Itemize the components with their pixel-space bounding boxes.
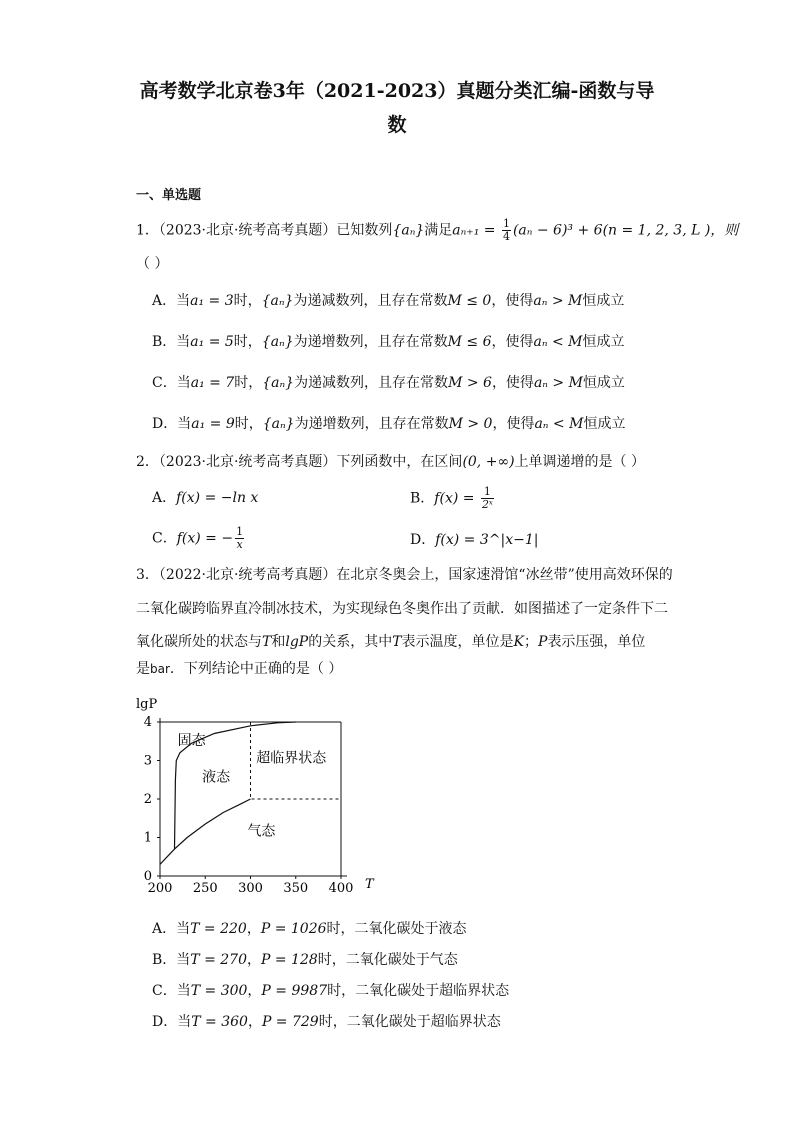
q1-option-c-ineq: aₙ > M: [533, 375, 583, 391]
q2-option-b-num: 1: [481, 486, 494, 499]
q1-seq: {aₙ}: [392, 222, 425, 239]
q1-option-d-m: M > 0: [448, 416, 493, 432]
y-axis-label: lgP: [136, 697, 158, 712]
q3-line4b: ．下列结论中正确的是（ ）: [169, 661, 343, 677]
q1-option-c-text3: ，使得: [491, 375, 534, 391]
q2-option-c-num: 1: [236, 525, 244, 538]
q3-option-a-T: T = 220: [190, 921, 247, 937]
q1-option-d: [152, 414, 625, 434]
q1-blank: （ ）: [136, 256, 169, 272]
q2-option-a: [152, 488, 258, 508]
q1-formula: aₙ₊₁ =: [452, 222, 500, 239]
q3-option-c-label: C．当: [152, 983, 191, 999]
q1-option-c-label: C．当: [152, 375, 191, 391]
q2-option-c: [152, 526, 246, 551]
q1-option-b-label: B．当: [152, 334, 191, 350]
q2-option-c-den: x: [236, 538, 243, 551]
q2-interval: (0, +∞): [462, 454, 515, 470]
x-tick-label: 300: [238, 881, 263, 896]
q1-option-b-seq: {aₙ}: [261, 334, 294, 350]
q2-option-b-lhs: f(x) =: [434, 490, 479, 507]
q3-line3-P: P: [538, 634, 548, 650]
q1-option-d-seq: {aₙ}: [262, 416, 295, 432]
y-tick-label: 3: [143, 753, 152, 769]
q1-option-d-label: D．当: [152, 416, 192, 432]
x-tick-label: 250: [192, 881, 218, 896]
q1-option-c-text1: 时，: [234, 375, 263, 391]
q3-line-4: [136, 659, 342, 679]
q1-option-b-text4: 恒成立: [582, 334, 625, 350]
q1-option-c-seq: {aₙ}: [262, 375, 295, 391]
q1-frac-den: 4: [502, 230, 510, 243]
q3-line4a: 是: [136, 661, 150, 677]
q3-line-3: [136, 632, 645, 652]
y-tick-label: 2: [143, 792, 152, 807]
q1-formula-rest: (aₙ − 6)³ + 6(n = 1, 2, 3, L )，则: [512, 222, 739, 239]
page-title-line-2: 数: [387, 114, 407, 136]
page-title-line-1: 高考数学北京卷3年（2021-2023）真题分类汇编-函数与导: [139, 80, 655, 102]
q3-option-a-P: P = 1026: [260, 921, 327, 937]
x-tick-label: 200: [147, 881, 173, 896]
x-tick-label: 400: [328, 881, 354, 896]
q1-option-d-cond: a₁ = 9: [191, 416, 235, 432]
q1-option-a-text1: 时，: [233, 293, 262, 309]
q3-option-d-T: T = 360: [191, 1014, 248, 1030]
q2-option-d: [410, 530, 538, 550]
q3-line3-T2: T: [392, 634, 402, 650]
q3-line3-lgP: lgP: [285, 634, 309, 650]
region-label: 固态: [177, 733, 206, 750]
q1-option-c: [152, 373, 625, 393]
q3-option-c-text: 时，二氧化碳处于超临界状态: [327, 983, 510, 999]
q2-option-a-label: A．: [152, 490, 177, 506]
y-tick-label: 0: [143, 869, 152, 884]
series-liquid-gas-boundary: [160, 799, 251, 864]
q1-option-d-text1: 时，: [234, 416, 263, 432]
q1-prefix: 1．（2023·北京·统考高考真题）已知数列: [136, 222, 393, 239]
q2-option-d-expr: f(x) = 3^|x−1|: [435, 532, 539, 548]
q3-line3-T: T: [262, 634, 272, 650]
q3-line3-K: K: [513, 634, 525, 650]
q2-option-d-label: D．: [410, 532, 436, 548]
q2-option-b-den: 2ˣ: [481, 498, 493, 511]
q3-option-d-sep: ，: [247, 1014, 262, 1030]
region-label: 气态: [247, 823, 276, 840]
phase-diagram-chart: [120, 690, 400, 900]
q2-stem-a: 2．（2023·北京·统考高考真题）下列函数中，在区间: [136, 454, 463, 470]
q3-option-b-text: 时，二氧化碳处于气态: [317, 952, 458, 968]
q2-option-b-label: B．: [410, 490, 435, 507]
q1-option-c-cond: a₁ = 7: [190, 375, 235, 391]
q1-option-d-ineq: aₙ < M: [534, 416, 584, 432]
section-heading: 一、单选题: [136, 188, 202, 203]
q3-line4-bar: bar: [150, 662, 170, 676]
q3-option-d-label: D．当: [152, 1014, 192, 1030]
q3-option-b-label: B．当: [152, 952, 191, 968]
q1-option-a-text4: 恒成立: [582, 293, 625, 309]
q2-option-a-expr: f(x) = −ln x: [176, 490, 259, 506]
q1-option-a-text3: ，使得: [491, 293, 534, 309]
q3-option-a-text: 时，二氧化碳处于液态: [326, 921, 467, 937]
q3-option-c-P: P = 9987: [261, 983, 328, 999]
q1-option-b-ineq: aₙ < M: [533, 334, 583, 350]
q3-option-b-P: P = 128: [261, 952, 318, 968]
q1-option-d-text4: 恒成立: [583, 416, 626, 432]
q3-option-b-T: T = 270: [190, 952, 247, 968]
q1-option-a-label: A．当: [152, 293, 191, 309]
q3-line3a: 氧化碳所处的状态与: [136, 634, 262, 650]
q1-option-b-cond: a₁ = 5: [190, 334, 234, 350]
q2-stem-b: 上单调递增的是（ ）: [514, 454, 646, 470]
q2-option-b: [410, 486, 496, 511]
q3-option-a-sep: ，: [246, 921, 261, 937]
q3-line3f: 表示压强，单位: [547, 634, 646, 650]
q2-option-b-fraction: [481, 486, 494, 511]
q3-line-1: 3．（2022·北京·统考高考真题）在北京冬奥会上，国家速滑馆“冰丝带”使用高效环保的: [136, 567, 673, 583]
q1-option-c-text2: 为递减数列，且存在常数: [294, 375, 449, 391]
q3-line3c: 的关系，其中: [308, 634, 393, 650]
q1-mid: 满足: [424, 222, 453, 239]
q3-option-a: [152, 919, 467, 939]
region-label: 超临界状态: [256, 750, 327, 767]
q1-option-b-m: M ≤ 6: [447, 334, 492, 350]
q3-line3d: 表示温度，单位是: [401, 634, 514, 650]
q1-option-a-seq: {aₙ}: [261, 293, 294, 309]
q3-option-c: [152, 981, 509, 1001]
q1-option-b-text1: 时，: [233, 334, 262, 350]
q3-option-d-text: 时，二氧化碳处于超临界状态: [318, 1014, 501, 1030]
q1-option-c-text4: 恒成立: [582, 375, 625, 391]
q1-option-b: [152, 332, 625, 352]
q3-option-a-label: A．当: [152, 921, 191, 937]
q2-stem: [136, 452, 645, 472]
q3-option-d-P: P = 729: [261, 1014, 319, 1030]
q2-option-c-lhs: f(x) = −: [176, 530, 234, 547]
q3-option-b: [152, 950, 458, 970]
q1-fraction: [502, 218, 511, 243]
q1-option-b-text2: 为递增数列，且存在常数: [293, 334, 448, 350]
q3-line3b: 和: [271, 634, 286, 650]
q3-option-c-sep: ，: [247, 983, 262, 999]
q1-option-a-cond: a₁ = 3: [190, 293, 234, 309]
q3-option-d: [152, 1012, 501, 1032]
q3-option-b-sep: ，: [247, 952, 261, 968]
q1-option-a-m: M ≤ 0: [447, 293, 492, 309]
q1-stem: [136, 218, 738, 243]
q1-option-a-text2: 为递减数列，且存在常数: [293, 293, 448, 309]
y-tick-label: 4: [143, 715, 152, 730]
q3-line3e: ；: [524, 634, 539, 650]
chart-labels-group: [136, 697, 375, 896]
q1-frac-num: 1: [502, 217, 510, 230]
q2-option-c-label: C．: [152, 530, 177, 547]
q1-option-c-m: M > 6: [448, 375, 492, 391]
x-tick-label: 350: [283, 881, 309, 896]
x-axis-label: T: [365, 877, 374, 892]
q1-option-a: [152, 291, 624, 311]
q2-option-c-fraction: [235, 526, 244, 551]
y-tick-label: 1: [143, 830, 152, 846]
q3-line-2: 二氧化碳跨临界直冷制冰技术，为实现绿色冬奥作出了贡献．如图描述了一定条件下二: [136, 601, 668, 617]
q1-option-a-ineq: aₙ > M: [533, 293, 583, 309]
q1-option-d-text2: 为递增数列，且存在常数: [294, 416, 449, 432]
q1-option-d-text3: ，使得: [492, 416, 535, 432]
q3-option-c-T: T = 300: [190, 983, 248, 999]
region-label: 液态: [202, 769, 231, 786]
q1-option-b-text3: ，使得: [491, 334, 534, 350]
